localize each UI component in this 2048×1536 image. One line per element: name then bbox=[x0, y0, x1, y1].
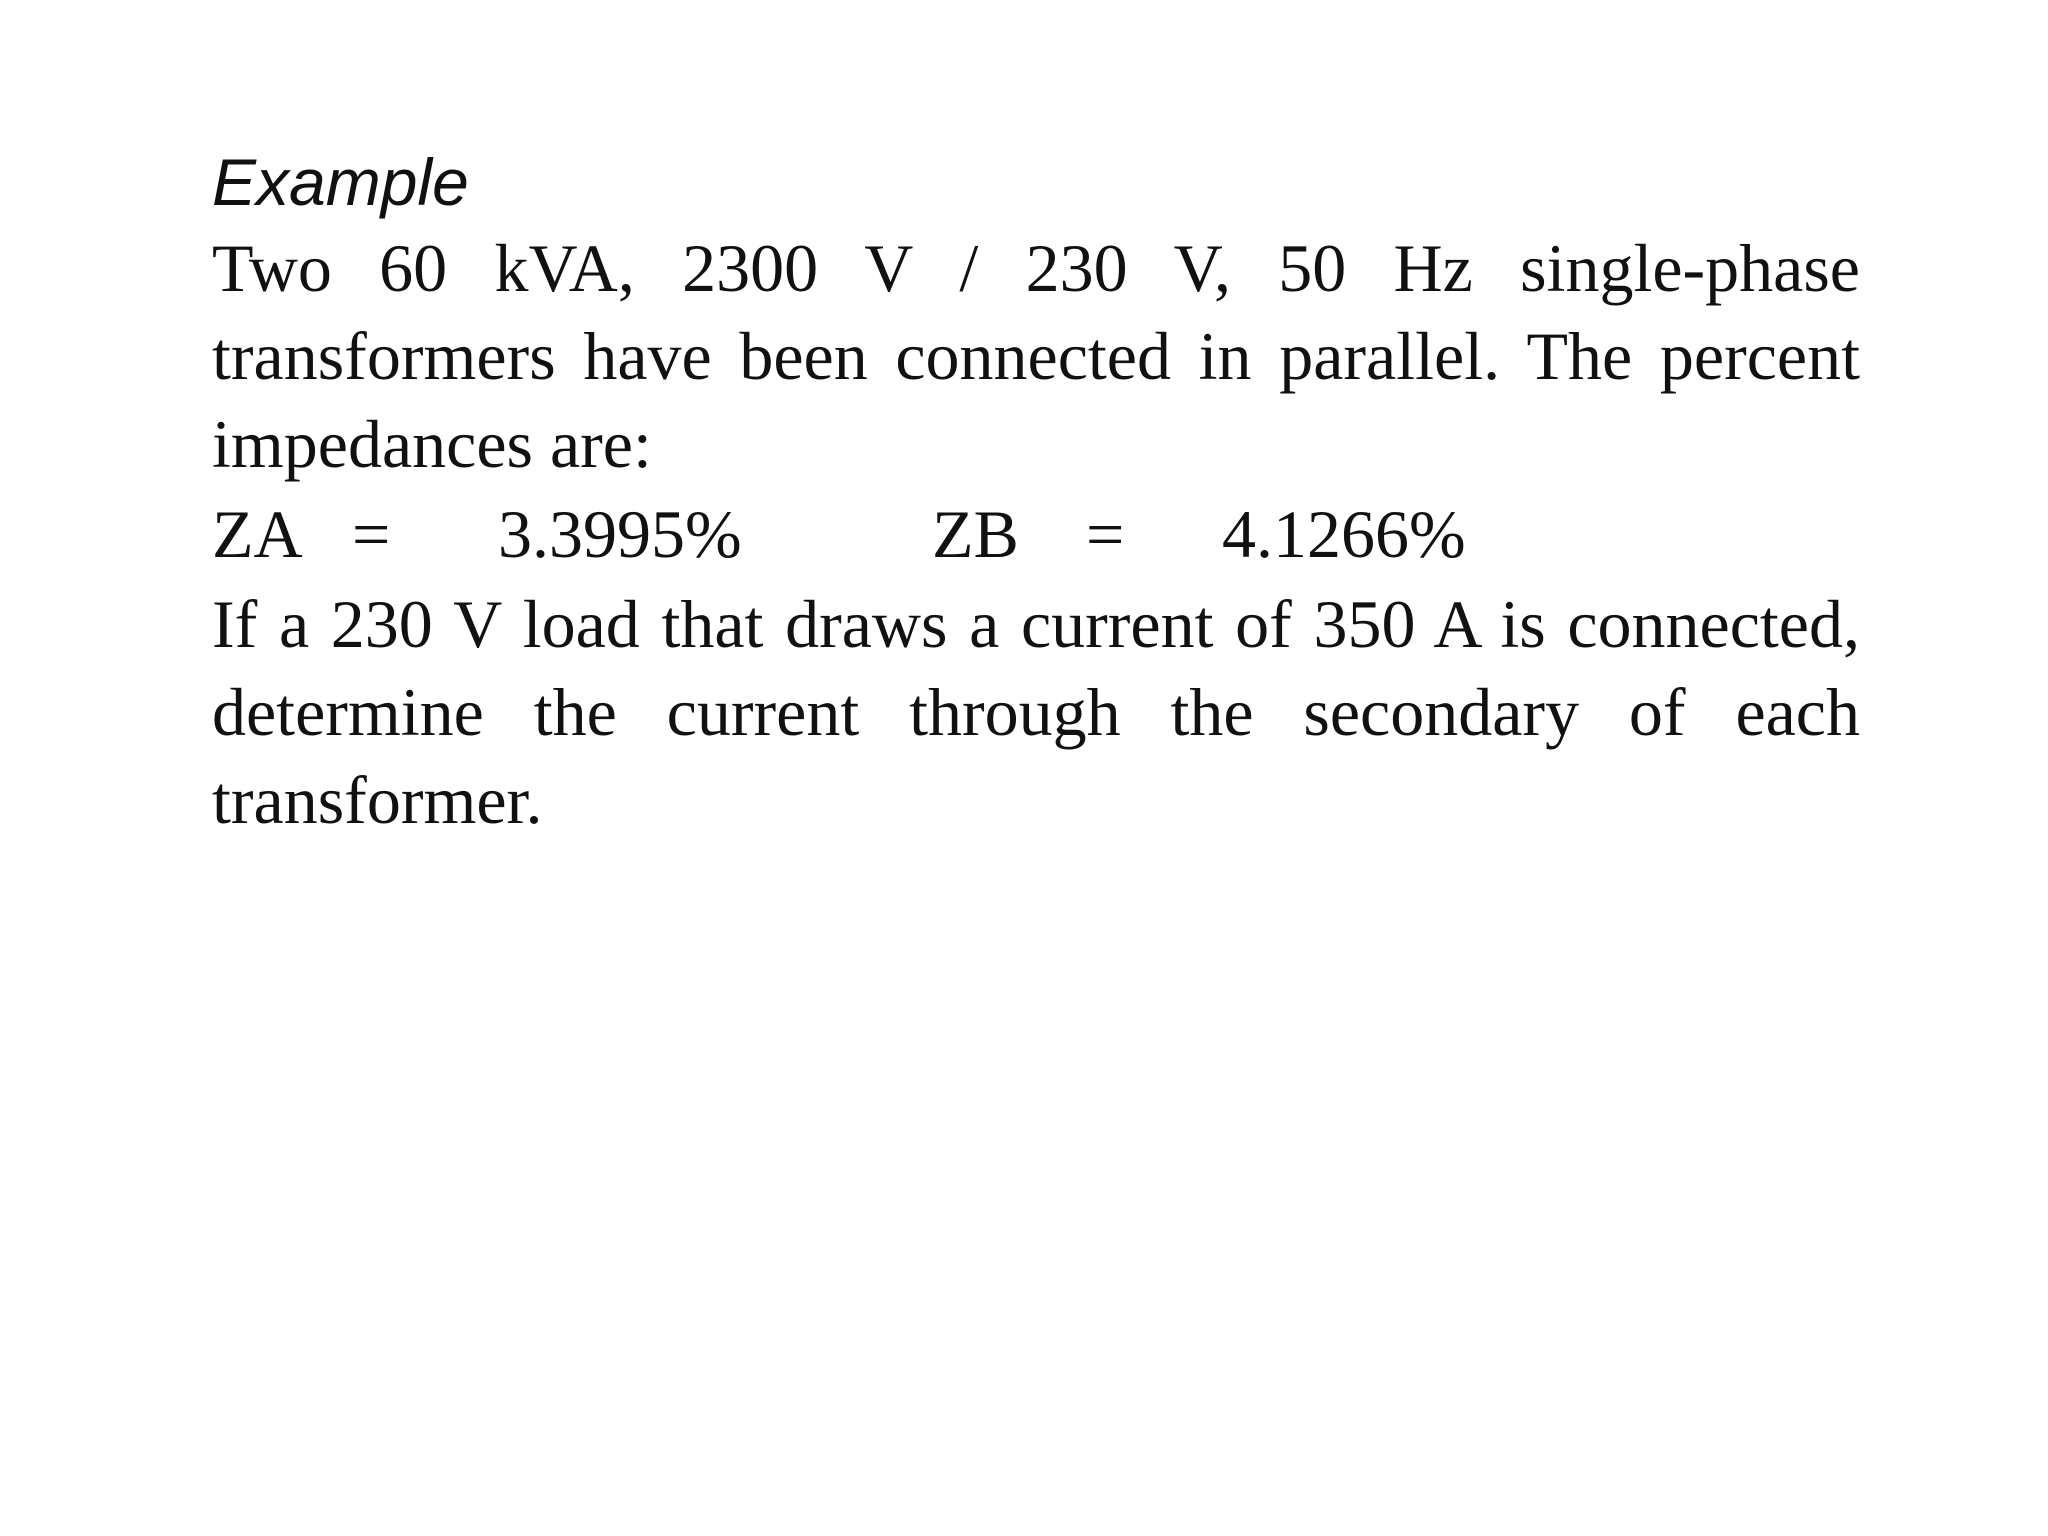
example-heading: Example bbox=[212, 145, 469, 219]
problem-intro: Two 60 kVA, 2300 V / 230 V, 50 Hz single-phase transformers have been connected in parallel. The percent impedances are: bbox=[212, 230, 1860, 482]
impedance-a-label: ZA bbox=[212, 496, 303, 572]
slide-content bbox=[212, 140, 1860, 844]
impedance-b-equals: = bbox=[1086, 496, 1125, 572]
impedance-b-value: 4.1266% bbox=[1222, 496, 1466, 572]
impedance-a-value: 3.3995% bbox=[498, 496, 742, 572]
impedance-a-equals: = bbox=[352, 496, 391, 572]
impedance-row bbox=[212, 488, 1860, 580]
problem-question: If a 230 V load that draws a current of 350 A is connected, determine the current through the secondary of each transformer. bbox=[212, 586, 1860, 838]
impedance-b-label: ZB bbox=[932, 496, 1019, 572]
